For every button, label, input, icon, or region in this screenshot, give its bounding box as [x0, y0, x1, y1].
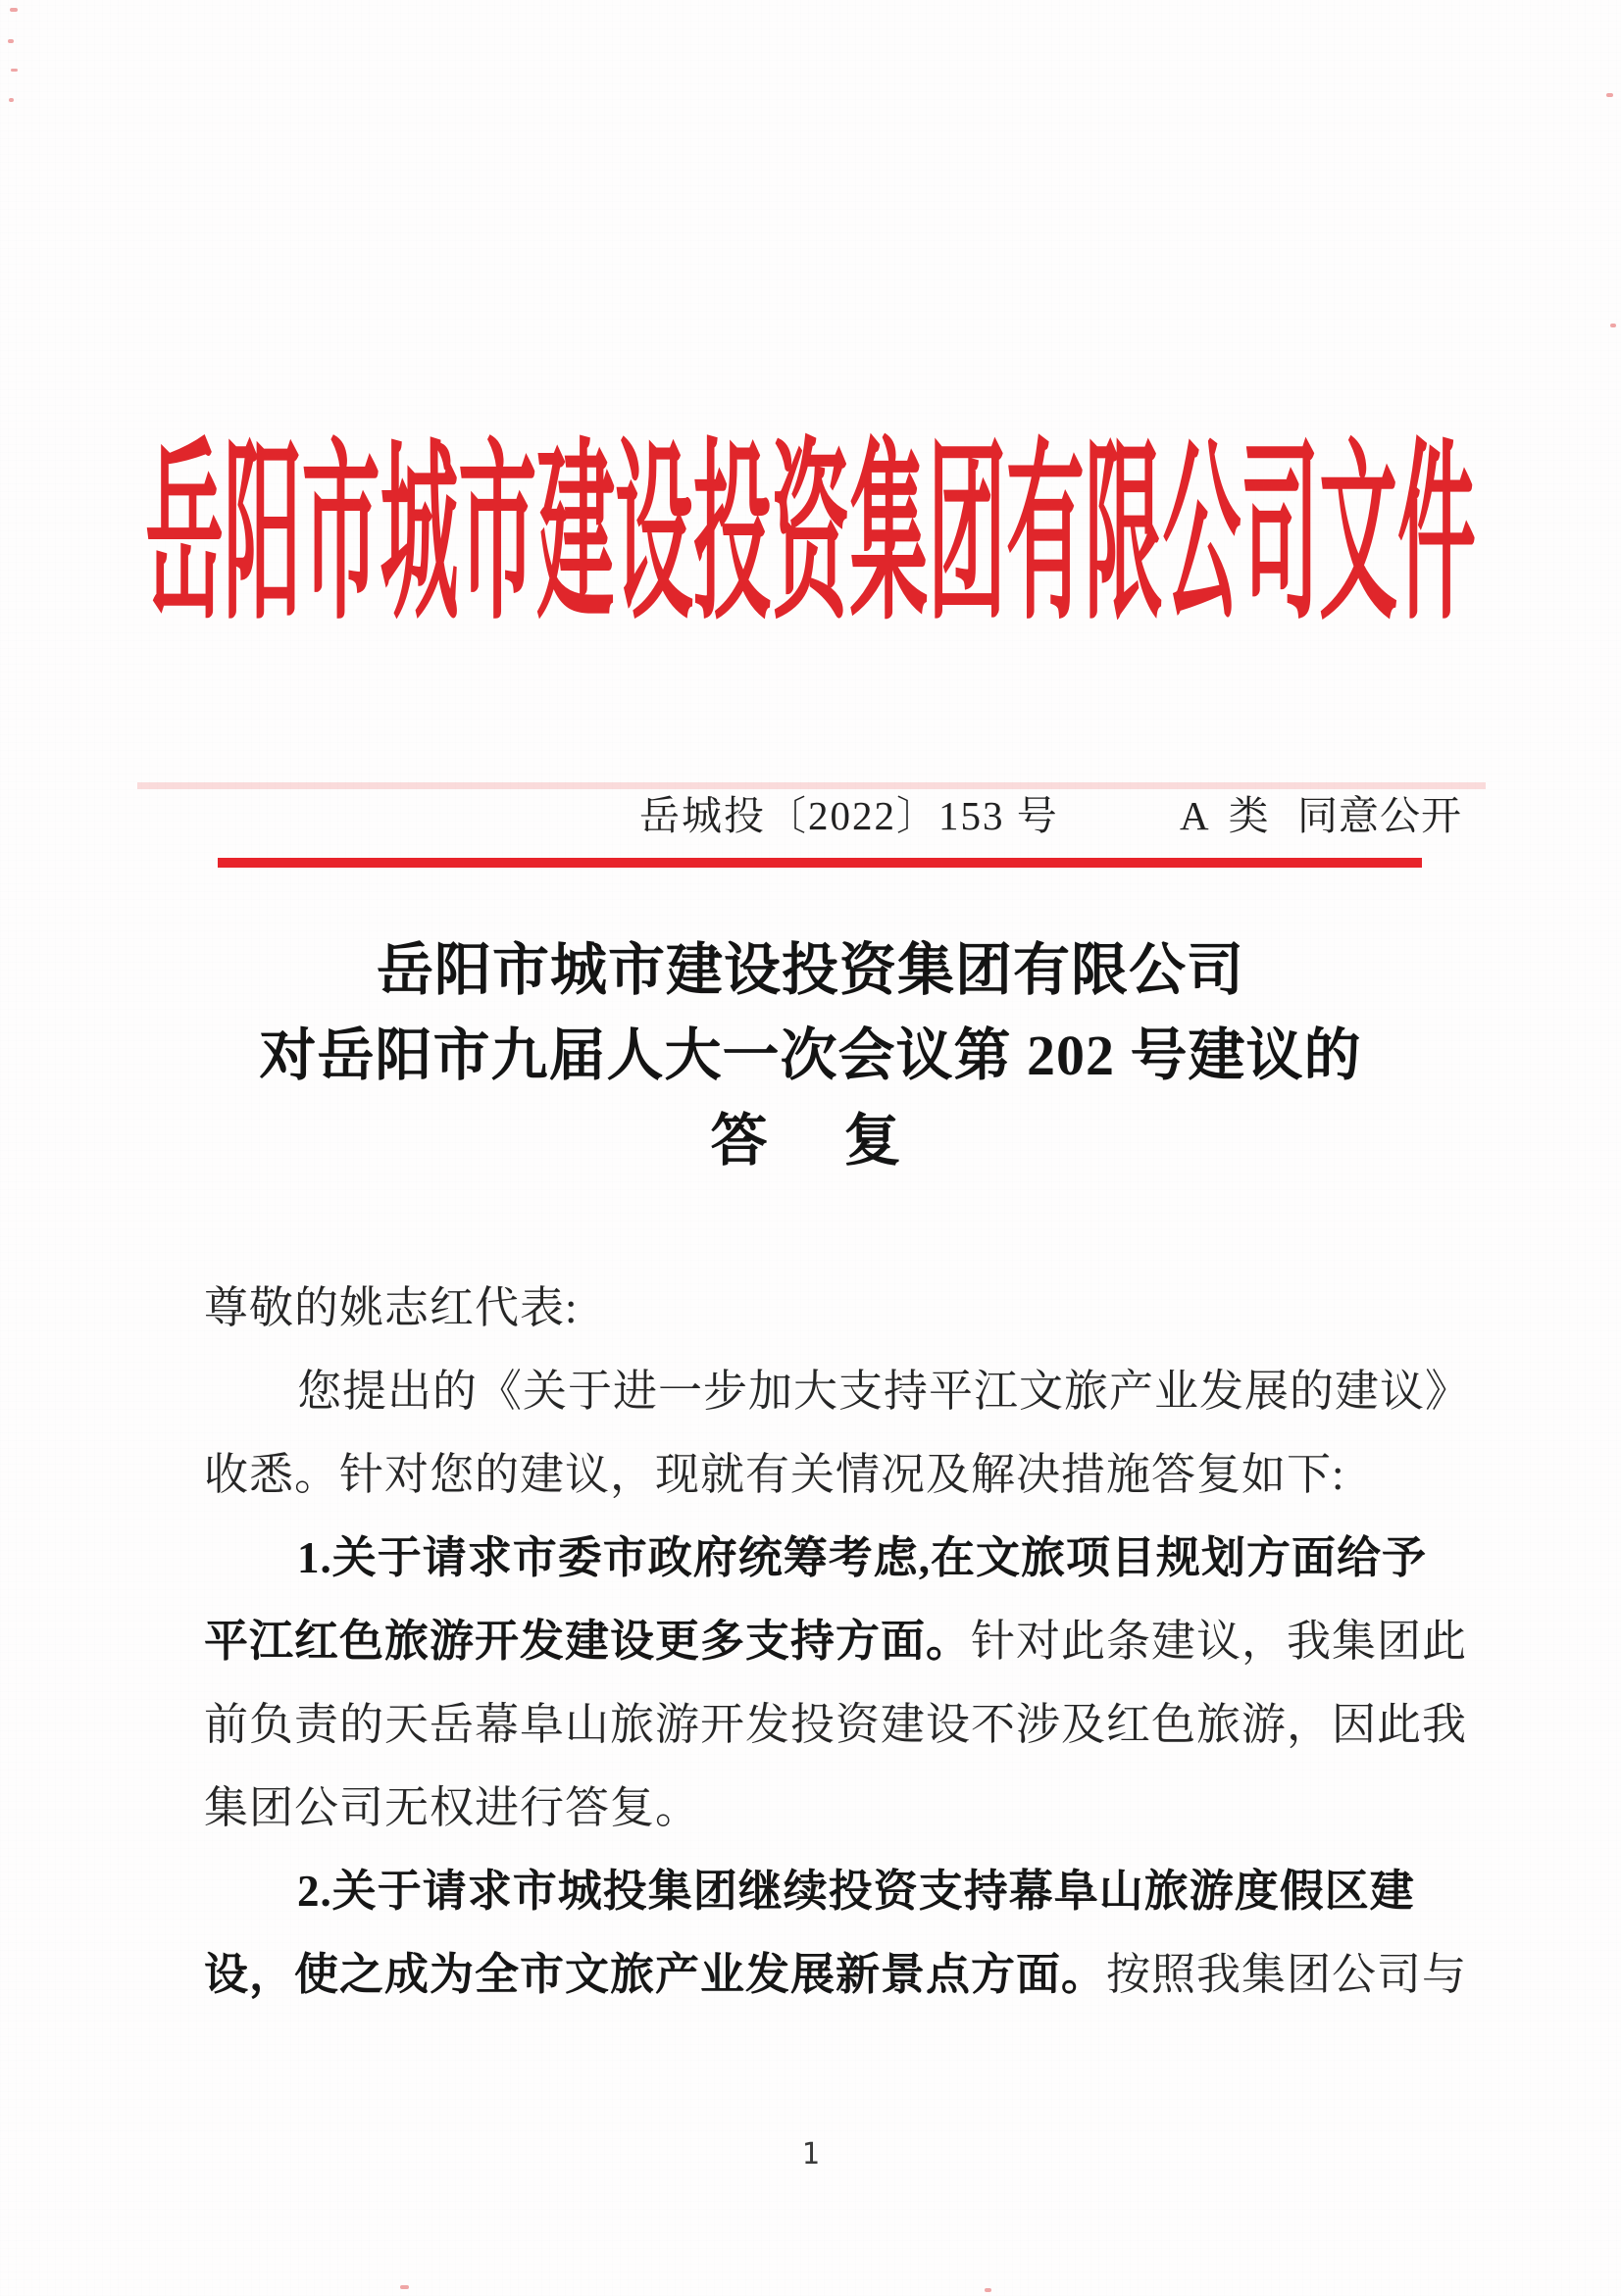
scan-noise-speck — [400, 2285, 409, 2289]
body-line — [204, 1850, 1425, 1933]
scan-noise-speck — [1610, 324, 1616, 327]
scan-noise-speck — [9, 98, 14, 102]
body-line — [204, 1600, 1468, 1683]
scan-noise-speck — [1606, 93, 1613, 97]
scan-noise-speck — [985, 2288, 991, 2292]
scan-noise-speck — [10, 8, 18, 12]
body-line — [204, 1683, 1468, 1767]
body-text-segment: 1.关于请求市委市政府统筹考虑,在文旅项目规划方面给予 — [297, 1533, 1428, 1582]
body-text-segment: 您提出的《关于进一步加大支持平江文旅产业发展的建议》 — [297, 1367, 1471, 1416]
document-number: 岳城投〔2022〕153 号 — [639, 793, 1059, 838]
body-text-segment: 按照我集团公司与 — [1106, 1950, 1468, 1999]
body-text-segment: 尊敬的姚志红代表: — [204, 1283, 579, 1332]
document-title — [0, 927, 1621, 1183]
document-body — [204, 1267, 1471, 2017]
document-meta-line — [0, 790, 1621, 841]
document-title-line1: 岳阳市城市建设投资集团有限公司 — [376, 938, 1244, 1002]
body-text-segment: 集团公司无权进行答复。 — [204, 1783, 701, 1832]
body-line — [204, 1267, 1425, 1350]
body-text-segment: 前负责的天岳幕阜山旅游开发投资建设不涉及红色旅游，因此我 — [204, 1700, 1468, 1749]
scan-noise-speck — [8, 39, 14, 43]
body-text-segment: 针对此条建议，我集团此 — [971, 1617, 1468, 1666]
body-line — [204, 1933, 1468, 2017]
body-line — [204, 1350, 1471, 1433]
document-class: A 类 — [1180, 793, 1275, 838]
letterhead-title: 岳阳市城市建设投资集团有限公司文件 — [145, 426, 1476, 643]
red-divider-rule — [218, 858, 1422, 868]
scan-noise-speck — [11, 69, 18, 72]
document-title-line2: 对岳阳市九届人大一次会议第 202 号建议的 — [259, 1023, 1362, 1087]
body-line — [204, 1767, 1425, 1850]
publicity-label: 同意公开 — [1297, 793, 1462, 838]
body-text-segment: 平江红色旅游开发建设更多支持方面。 — [204, 1617, 972, 1666]
scan-streak-artifact — [137, 782, 1486, 789]
body-text-segment: 设，使之成为全市文旅产业发展新景点方面。 — [204, 1950, 1107, 1999]
document-title-line3: 答 复 — [710, 1109, 911, 1173]
page-number: 1 — [801, 2137, 820, 2171]
body-text-segment: 2.关于请求市城投集团继续投资支持幕阜山旅游度假区建 — [297, 1867, 1415, 1916]
body-text-segment: 收悉。针对您的建议，现就有关情况及解决措施答复如下: — [204, 1450, 1345, 1499]
letterhead-banner — [0, 426, 1621, 643]
body-line — [204, 1517, 1428, 1600]
body-line — [204, 1433, 1425, 1517]
